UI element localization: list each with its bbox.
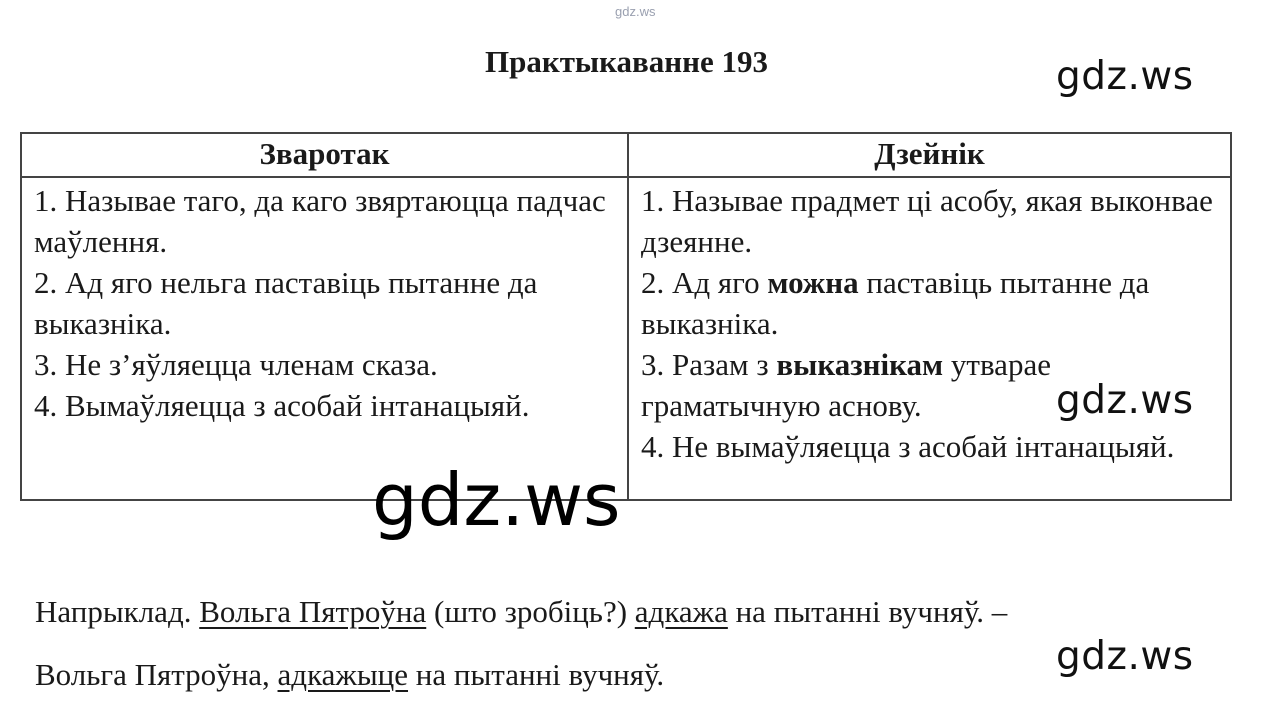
example-line-2 <box>35 657 664 693</box>
top-watermark: gdz.ws <box>615 4 656 19</box>
zvarotak-point-2: 2. Ад яго нельга паставіць пытанне да выказніка. <box>34 265 538 341</box>
dzeinik-cell <box>628 177 1231 500</box>
dzeinik-point-2-bold: можна <box>767 265 859 300</box>
table-header-row <box>21 133 1231 177</box>
watermark-middle-right: gdz.ws <box>1056 378 1194 423</box>
dzeinik-point-2-text-a: 2. Ад яго <box>641 265 768 300</box>
dzeinik-point-1 <box>641 180 1220 262</box>
example-lead: Напрыклад. <box>35 594 200 629</box>
watermark-center: gdz.ws <box>372 458 621 542</box>
zvarotak-point-1: 1. Называе таго, да каго звяртаюцца падчас маўлення. <box>34 183 606 259</box>
dzeinik-point-3-text-b: утварае граматычную аснову. <box>641 347 1051 423</box>
dzeinik-point-2 <box>641 262 1220 344</box>
example-predicate-1: адкажа <box>634 594 728 629</box>
example-tail-1: на пытанні вучняў. – <box>727 594 1008 629</box>
dzeinik-point-2-text-b: паставіць пытанне да выказніка. <box>641 265 1150 341</box>
dzeinik-point-3-text-a: 3. Разам з <box>641 347 777 382</box>
zvarotak-cell <box>21 177 628 500</box>
example-subject: Вольга Пятроўна <box>199 594 427 629</box>
zvarotak-point-4: 4. Вымаўляецца з асобай інтанацыяй. <box>34 388 530 423</box>
watermark-bottom-right: gdz.ws <box>1056 634 1194 679</box>
page-title: Практыкаванне 193 <box>484 44 768 79</box>
example-address: Вольга Пятроўна, <box>35 657 278 692</box>
table-row <box>21 177 1231 500</box>
example-tail-2: на пытанні вучняў. <box>408 657 665 692</box>
dzeinik-point-4-text: 4. Не вымаўляецца з асобай інтанацыяй. <box>641 429 1175 464</box>
example-question: (што зробіць?) <box>426 594 635 629</box>
watermark-top-right: gdz.ws <box>1056 54 1194 99</box>
dzeinik-point-3-bold: выказнікам <box>776 347 944 382</box>
example-line-1 <box>35 594 1007 630</box>
example-predicate-2: адкажыце <box>277 657 409 692</box>
dzeinik-point-4 <box>641 426 1220 467</box>
header-zvarotak: Зваротак <box>21 133 628 177</box>
header-dzeinik: Дзейнік <box>628 133 1231 177</box>
zvarotak-point-3: 3. Не з’яўляецца членам сказа. <box>34 347 438 382</box>
comparison-table <box>20 132 1232 501</box>
dzeinik-point-1-text: 1. Называе прадмет ці асобу, якая выконвае дзеянне. <box>641 183 1213 259</box>
